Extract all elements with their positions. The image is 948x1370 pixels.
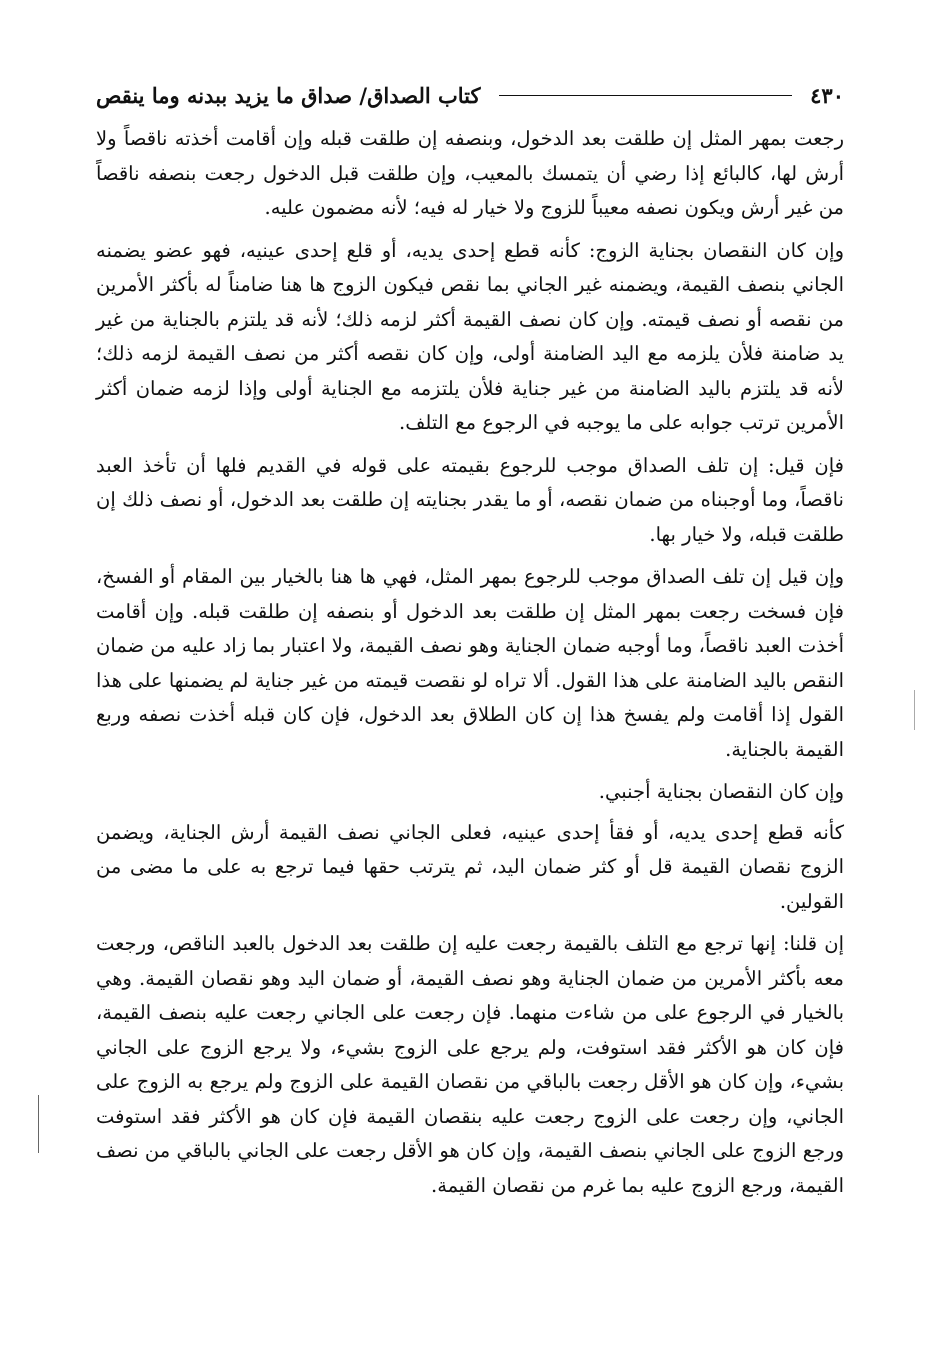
chapter-title: كتاب الصداق/ صداق ما يزيد ببدنه وما ينقص: [96, 82, 481, 108]
paragraph-5: وإن كان النقصان بجناية أجنبي.: [598, 780, 844, 803]
paragraph-3: فإن قيل: إن تلف الصداق موجب للرجوع بقيمته على قوله في القديم فلها أن تأخذ العبد ناقصاً، وما أوجبناه من ضمان نقصه، أو ما يقدر بجنايته إن طلقت بعد الدخول، أو نصف ذلك إن طلقت قبله، ولا خيار بها.: [96, 453, 844, 546]
margin-mark: [914, 690, 915, 730]
paragraph-4: وإن قيل إن تلف الصداق موجب للرجوع بمهر المثل، فهي ها هنا بالخيار بين المقام أو الفسخ، فإن فسخت رجعت بمهر المثل إن طلقت بعد الدخول أو بنصفه إن طلقت قبله. وإن أقامت أخذت العبد ناقصاً، وما أوجبه ضمان الجناية وهو نصف القيمة، ولا اعتبار بما زاد عليه من ضمان النقص باليد الضامنة على هذا القول. ألا تراه لو نقصت قيمته من غير جناية لم يضمنها على هذا القول إذا أقامت ولم يفسخ هذا إن كان الطلاق بعد الدخول، فإن كان قبله أخذت نصفه وربع القيمة بالجناية.: [96, 565, 844, 761]
body-text: [96, 122, 844, 1203]
header-rule: [499, 95, 793, 96]
paragraph-2: وإن كان النقصان بجناية الزوج: كأنه قطع إحدى يديه، أو قلع إحدى عينيه، فهو عضو يضمنه الجاني بنصف القيمة، ويضمنه غير الجاني بما نقص فيكون الزوج ها هنا ضامناً له بأكثر الأمرين من نقصه أو نصف قيمته. وإن كان نصف القيمة أكثر لزمه ذلك؛ لأنه قد يلتزم بالجناية من غير يد ضامنة فلأن يلزمه مع اليد الضامنة أولى، وإن كان نقصه أكثر من نصف القيمة لزمه ذلك؛ لأنه قد يلتزم باليد الضامنة من غير جناية فلأن يلتزمه مع الجناية أولى وإذا لزمه ضمان أكثر الأمرين ترتب جوابه على ما يوجبه في الرجوع مع التلف.: [96, 238, 844, 434]
page-number: ٤٣٠: [810, 82, 844, 108]
margin-mark: [38, 1095, 39, 1153]
book-page: [96, 78, 844, 1211]
paragraph-7: إن قلنا: إنها ترجع مع التلف بالقيمة رجعت عليه إن طلقت بعد الدخول بالعبد الناقص، ورجعت معه بأكثر الأمرين من ضمان الجناية وهو نصف القيمة، أو ضمان اليد وهو نقصان القيمة. وهي بالخيار في الرجوع على من شاءت منهما. فإن رجعت على الجاني رجعت عليه بنصف القيمة، فإن كان هو الأكثر فقد استوفت، ولم يرجع على الزوج بشيء، ولا يرجع الزوج على الجاني بشيء، وإن كان هو الأقل رجعت بالباقي من نقصان القيمة على الزوج ولم يرجع به الزوج على الجاني، وإن رجعت على الزوج رجعت عليه بنقصان القيمة فإن كان هو الأكثر فقد استوفت ورجع الزوج على الجاني بنصف القيمة، وإن كان هو الأقل رجعت على الجاني بالباقي من نصف القيمة، ورجع الزوج عليه بما غرم من نقصان القيمة.: [96, 932, 844, 1197]
running-header: [96, 78, 844, 112]
paragraph-6: كأنه قطع إحدى يديه، أو فقأ إحدى عينيه، فعلى الجاني نصف القيمة أرش الجناية، ويضمن الزوج نقصان القيمة قل أو كثر ضمان اليد، ثم يترتب حقها فيما ترجع به على ما مضى من القولين.: [96, 820, 844, 913]
paragraph-1: رجعت بمهر المثل إن طلقت بعد الدخول، وبنصفه إن طلقت قبله وإن أقامت أخذته ناقصاً ولا أرش لها، كالبائع إذا رضي أن يتمسك بالمعيب، وإن طلقت قبل الدخول رجعت بنصفه ناقصاً من غير أرش ويكون نصفه معيباً للزوج ولا خيار له فيه؛ لأنه مضمون عليه.: [96, 127, 844, 219]
